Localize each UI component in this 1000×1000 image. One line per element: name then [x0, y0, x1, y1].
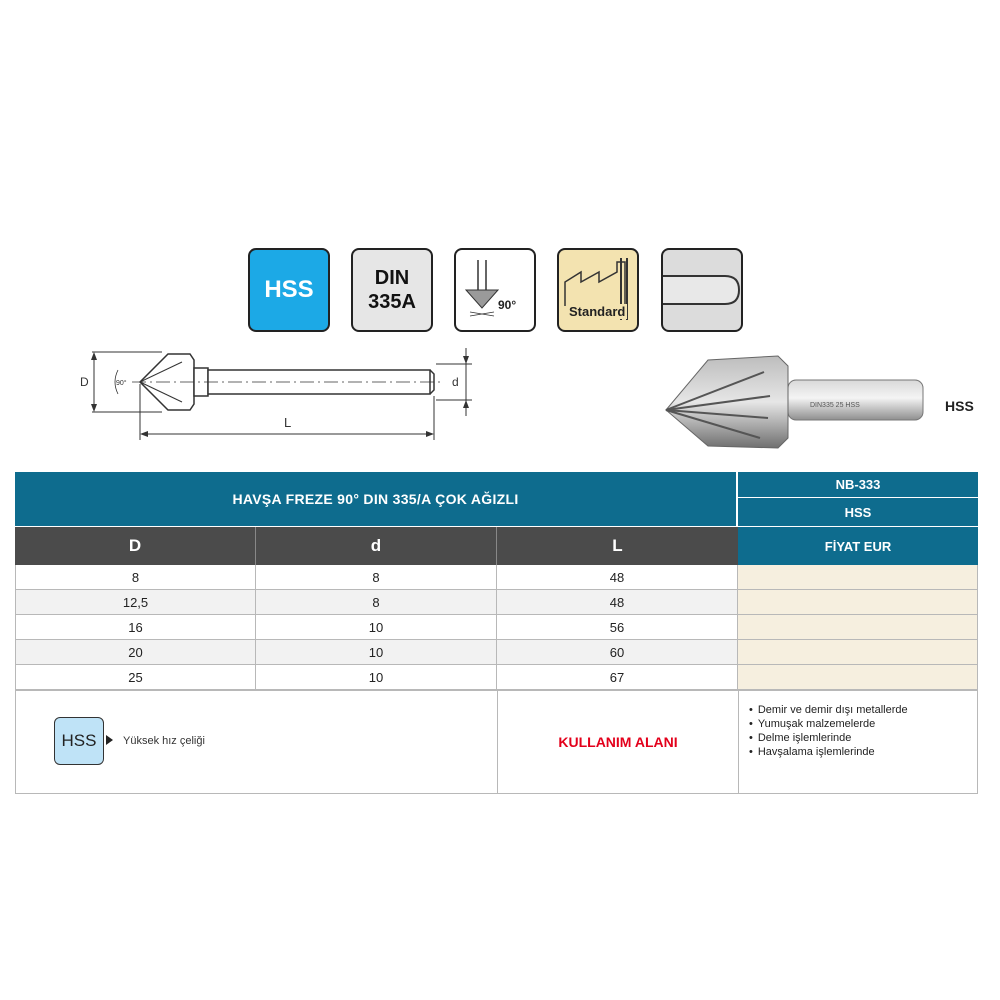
product-material: HSS	[738, 498, 978, 526]
cell-D: 16	[15, 615, 256, 640]
table-row	[15, 590, 978, 615]
cell-L: 67	[497, 665, 738, 690]
hss-badge	[248, 248, 330, 332]
cell-L: 56	[497, 615, 738, 640]
cell-D: 25	[15, 665, 256, 690]
cell-d: 10	[256, 665, 497, 690]
cell-d: 8	[256, 590, 497, 615]
drawing-angle-label: 90°	[116, 380, 127, 387]
cell-L: 48	[497, 565, 738, 590]
column-header-d: d	[256, 527, 497, 565]
cell-L: 48	[497, 590, 738, 615]
dim-D-label: D	[80, 375, 89, 389]
cell-price	[738, 615, 978, 640]
cell-price	[738, 590, 978, 615]
usage-item: • Havşalama işlemlerinde	[749, 745, 908, 759]
angle-badge-label: 90°	[498, 298, 517, 312]
table-row	[15, 665, 978, 690]
usage-item: • Demir ve demir dışı metallerde	[749, 703, 908, 717]
photo-engraving: DIN335 25 HSS	[810, 402, 860, 409]
hss-badge-label: HSS	[264, 276, 314, 303]
cylindrical-shank-icon	[663, 250, 743, 330]
dim-L-label: L	[284, 415, 292, 430]
din-badge-line2: 335A	[368, 291, 416, 313]
din-standard-badge	[351, 248, 433, 332]
dim-d-label: d	[452, 375, 459, 389]
cell-L: 60	[497, 640, 738, 665]
usage-item: • Delme işlemlerinde	[749, 731, 908, 745]
table-title: HAVŞA FREZE 90° DIN 335/A ÇOK AĞIZLI	[15, 472, 737, 526]
usage-item: • Yumuşak malzemelerde	[749, 717, 908, 731]
cell-price	[738, 640, 978, 665]
column-header-L: L	[497, 527, 738, 565]
arrow-right-icon	[106, 735, 113, 745]
photo-label: HSS	[945, 398, 974, 414]
table-row	[15, 565, 978, 590]
cell-d: 8	[256, 565, 497, 590]
usage-list-box	[738, 690, 978, 794]
legend-text: Yüksek hız çeliği	[123, 735, 205, 747]
cell-price	[738, 565, 978, 590]
cell-d: 10	[256, 640, 497, 665]
legend-hss-badge: HSS	[54, 717, 104, 765]
column-header-D: D	[15, 527, 256, 565]
technical-drawing	[72, 340, 482, 445]
cell-D: 12,5	[15, 590, 256, 615]
material-legend	[15, 690, 497, 794]
cell-D: 8	[15, 565, 256, 590]
cell-d: 10	[256, 615, 497, 640]
countersink-tip-icon	[456, 250, 536, 330]
cylindrical-shank-badge	[661, 248, 743, 332]
din-badge-line1: DIN	[374, 267, 410, 289]
standard-badge-label: Standard	[569, 304, 626, 319]
table-footer	[15, 690, 978, 794]
table-row	[15, 615, 978, 640]
cell-price	[738, 665, 978, 690]
cell-D: 20	[15, 640, 256, 665]
usage-title: KULLANIM ALANI	[497, 690, 738, 794]
usage-list	[749, 703, 908, 759]
product-code: NB-333	[738, 472, 978, 498]
column-header-price: FİYAT EUR	[738, 527, 978, 565]
countersink-angle-badge	[454, 248, 536, 332]
table-row	[15, 640, 978, 665]
standard-factory-badge	[557, 248, 639, 332]
product-photo	[660, 352, 930, 452]
